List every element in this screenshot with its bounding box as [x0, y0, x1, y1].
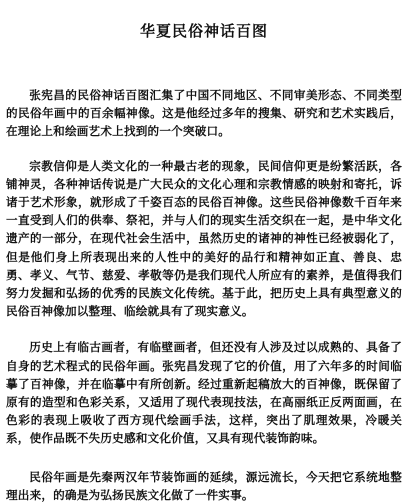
document-title: 华夏民俗神话百图 — [139, 22, 268, 40]
paragraph-religion: 宗教信仰是人类文化的一种最古老的现象，民间信仰更是纷繁活跃，各铺神灵，各种神话传说是广大民众的文化心理和宗教情感的映射和寄托，诉诸于艺术形象，就形成了千姿百态的民俗百神像。这些民俗神像数千百年来一直受到人们的供奉、祭祀，并与人们的现实生活交织在一起，是中华文化遗产的一部分，在现代社会生活中，虽然历史的诸神的神性已经被弱化了，但是他们身上所表现出来的人性中的美好的品行和精神如正直、善良、忠勇、孝义、气节、慈爱、孝敬等仍是我们现代人所应有的素养，是值得我们努力发掘和弘扬的优秀的民族文化传统。基于此，把历史上具有典型意义的民俗百神像加以整理、临绘就具有了现实意义。 — [6, 158, 402, 319]
paragraph-history: 历史上有临古画者，有临壁画者，但还没有人涉及过以成熟的、具备了自身的艺术程式的民俗年画。张宪昌发现了它的价值，用了六年多的时间临摹了百神像，并在临摹中有所创新。经过重新起稿放大的百神像，既保留了原有的造型和色彩关系，又适用了现代表现技法，在高丽纸正反两面画，在色彩的表现上吸收了西方现代绘画手法，这样，突出了肌理效果，冷暖关系，使作品既不失历史感和文化价值，又具有现代装饰韵味。 — [6, 340, 402, 446]
paragraph-conclusion: 民俗年画是先秦两汉年节装饰画的延续，源远流长，今天把它系统地整理出来，的确是为弘扬民族文化做了一件实事。 — [6, 469, 402, 502]
paragraph-intro: 张宪昌的民俗神话百图汇集了中国不同地区、不同审美形态、不同类型的民俗年画中的百余幅神像。这是他经过多年的搜集、研究和艺术实践后，在理论上和绘画艺术上找到的一个突破口。 — [6, 88, 402, 139]
